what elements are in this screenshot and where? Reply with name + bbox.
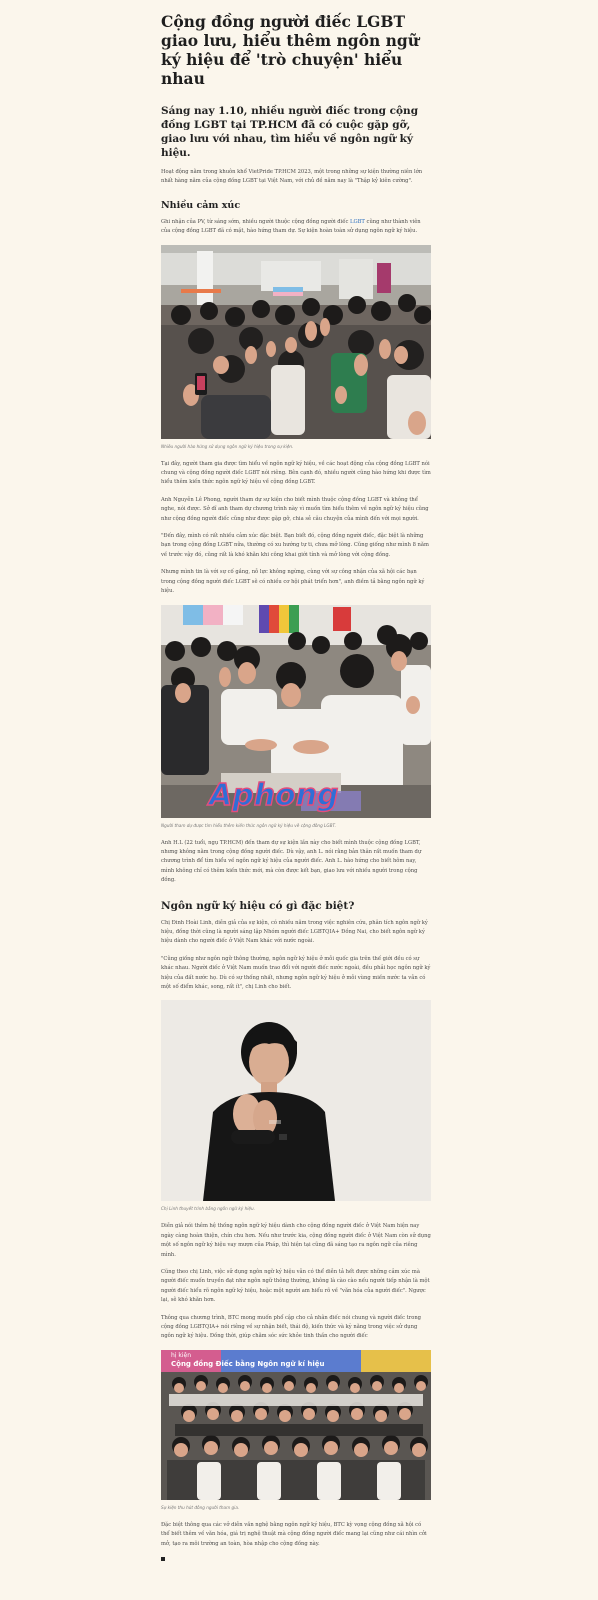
banner-line-2: Cộng đồng Điếc bằng Ngôn ngữ kí hiệu <box>171 1359 325 1368</box>
figure-crowd-signing <box>161 245 431 450</box>
photo-caption: Chị Linh thuyết trình bằng ngôn ngữ ký hiệu. <box>161 1206 255 1212</box>
photo-group <box>161 1350 431 1500</box>
paragraph: Chị Đinh Hoài Linh, diễn giả của sự kiện, có nhiều năm trong việc nghiên cứu, phân tích ngôn ngữ ký hiệu, đồng thời cũng là người sáng lập Nhóm người điếc LGBTQIA+ Đồng Nai, cho biết ngôn ngữ ký hiệu dành cho người điếc ở Việt Nam khác với nước ngoài. <box>161 919 428 945</box>
paragraph: Nhưng mình tin là với sự cố gắng, nỗ lực không ngừng, cùng với sự công nhận của xã hội các bạn trong cộng đồng người điếc LGBT sẽ có nhiều cơ hội phát triển hơn", anh điềm tả bằng ngôn ngữ ký hiệu. <box>161 569 425 595</box>
photo-caption: Sự kiện thu hút đông người tham gia. <box>161 1504 240 1510</box>
paragraph: Anh H.L (22 tuổi, ngụ TP.HCM) đến tham dự sự kiện lần này cho biết mình thuộc cộng đồng LGBT, nhưng không nằm trong cộng đồng người điếc. Dù vậy, anh L. nói rằng bản thân rất muốn tham dự chương trình để tìm hiểu về ngôn ngữ ký hiệu của người điếc. Anh L. hào hứng cho biết hôm nay, mình không chỉ có thêm kiến thức mới, mà còn được kết bạn, giao lưu với nhiều người trong cộng đồng. <box>161 839 422 884</box>
section-heading-sign-language: Ngôn ngữ ký hiệu có gì đặc biệt? <box>161 899 355 912</box>
paragraph: Tại đây, người tham gia được tìm hiểu về ngôn ngữ ký hiệu, về các hoạt động của cộng đồng LGBT nói chung và cộng đồng người điếc LGBT nói riêng. Bên cạnh đó, nhiều người cũng hào hứng khi được tìm hiểu thêm kiến thức ngôn ngữ ký hiệu về cộng đồng LGBT. <box>161 460 431 486</box>
section-heading-emotions: Nhiều cảm xúc <box>161 199 241 211</box>
quote-paragraph: "Đến đây, mình có rất nhiều cảm xúc đặc biệt. Bạn biết đó, cộng đồng người điếc, đặc biệt là những bạn trong cộng đồng LGBT nữa, thường có xu hướng tự ti, chưa mở lòng. Cũng giống như mình 8 năm về trước vậy đó, cũng rất là khó khăn khi công khai giới tính và mở lòng với cộng đồng. <box>161 533 429 558</box>
photo-learners <box>161 605 431 818</box>
paragraph: Thông qua chương trình, BTC mong muốn phổ cập cho cả nhân điếc nói chung và người điếc trong cộng đồng LGBTQIA+ nói riêng về sự nhận biết, thái độ, kiến thức và kỹ năng trong việc sử dụng ngôn ngữ ký hiệu. Đồng thời, giúp chăm sóc sức khỏe tinh thần cho người điếc <box>161 1314 421 1340</box>
paragraph: Anh Nguyễn Lê Phong, người tham dự sự kiện cho biết mình thuộc cộng đồng LGBT và không thể nghe, nói được. Sở dĩ anh tham dự chương trình này vì muốn tìm hiểu thêm về ngôn ngữ ký hiệu cũng như cộng đồng người điếc cũng như được gặp gỡ, chia sẻ câu chuyện của mình đến với mọi người. <box>161 496 429 522</box>
article <box>161 12 431 1561</box>
photo-caption: Người tham dự được tìm hiểu thêm kiến thức ngôn ngữ ký hiệu về cộng đồng LGBT. <box>161 822 336 828</box>
paragraph: Diễn giả nói thêm hệ thống ngôn ngữ ký hiệu dành cho cộng đồng người điếc ở Việt Nam hiện nay ngày càng hoàn thiện, chín chu hơn. Nếu như trước kia, cộng đồng người điếc ở Việt Nam còn sử dụng một số ngôn ngữ ký hiệu vay mượn của Pháp, thì hiện tại cũng đã sáng tạo ra ngôn ngữ của riêng mình. <box>161 1223 431 1258</box>
quote-paragraph: "Cũng giống như ngôn ngữ thông thường, ngôn ngữ ký hiệu ở mỗi quốc gia trên thế giới đều có sự khác nhau. Người điếc ở Việt Nam muốn trao đổi với người điếc nước ngoài, đều phải học ngôn ngữ ký hiệu của đất nước họ. Dù có sự thống nhất, nhưng ngôn ngữ ký hiệu ở mỗi vùng miền nước ta vẫn có một số điểm khác, song, rất ít", chị Linh cho biết. <box>161 955 431 990</box>
end-of-article-mark <box>161 1557 165 1561</box>
watermark-text: Aphong <box>209 777 339 813</box>
photo-caption: Nhiều người hào hứng sử dụng ngôn ngữ ký hiệu trong sự kiện. <box>161 443 294 449</box>
paragraph: Ghi nhận của PV, từ sáng sớm, nhiều người thuộc cộng đồng người điếc LGBT cũng như thành viên của cộng đồng LGBT đã có mặt, hào hứng tham dự. Sự kiện hoàn toàn sử dụng ngôn ngữ ký hiệu. <box>161 218 421 235</box>
paragraph: Đặc biệt thông qua các vở diễn văn nghệ bằng ngôn ngữ ký hiệu, BTC kỳ vọng cộng đồng xã hội có thể biết thêm về văn hóa, giá trị nghệ thuật mà cộng đồng người điếc mang lại cũng như cái nhìn cởi mở, tạo ra môi trường an toàn, hòa nhập cho cộng đồng này. <box>161 1521 427 1547</box>
lgbt-link[interactable]: LGBT <box>350 218 365 225</box>
article-title: Cộng đồng người điếc LGBT giao lưu, hiểu thêm ngôn ngữ ký hiệu để 'trò chuyện' hiểu nhau <box>161 12 419 88</box>
figure-learners <box>161 605 431 829</box>
figure-group <box>161 1350 431 1511</box>
photo-crowd-signing <box>161 245 431 439</box>
photo-speaker <box>161 1000 431 1201</box>
paragraph: Cũng theo chị Linh, việc sử dụng ngôn ngữ ký hiệu vẫn có thể diễn tả hết được những cảm xúc mà người điếc muốn truyền đạt như ngôn ngữ thông thường, không là cào cào nếu người tiếp nhận là một người điếc hiểu rõ ngôn ngữ ký hiệu, hoặc một người am hiểu rõ về "văn hóa của người điếc". Ngược lại, sẽ khó khăn hơn. <box>161 1269 430 1304</box>
banner-line-1: hị kiện <box>171 1351 192 1359</box>
figure-speaker <box>161 1000 431 1212</box>
intro-paragraph: Hoạt động nằm trong khuôn khổ VietPride TP.HCM 2023, một trong những sự kiện thường niên lớn nhất hàng năm của cộng đồng LGBT tại Việt Nam, với chủ đề năm nay là "Thập kỷ kiên cường". <box>161 169 423 185</box>
article-sapo: Sáng nay 1.10, nhiều người điếc trong cộng đồng LGBT tại TP.HCM đã có cuộc gặp gỡ, giao lưu với nhau, tìm hiểu về ngôn ngữ ký hiệu. <box>161 105 419 159</box>
